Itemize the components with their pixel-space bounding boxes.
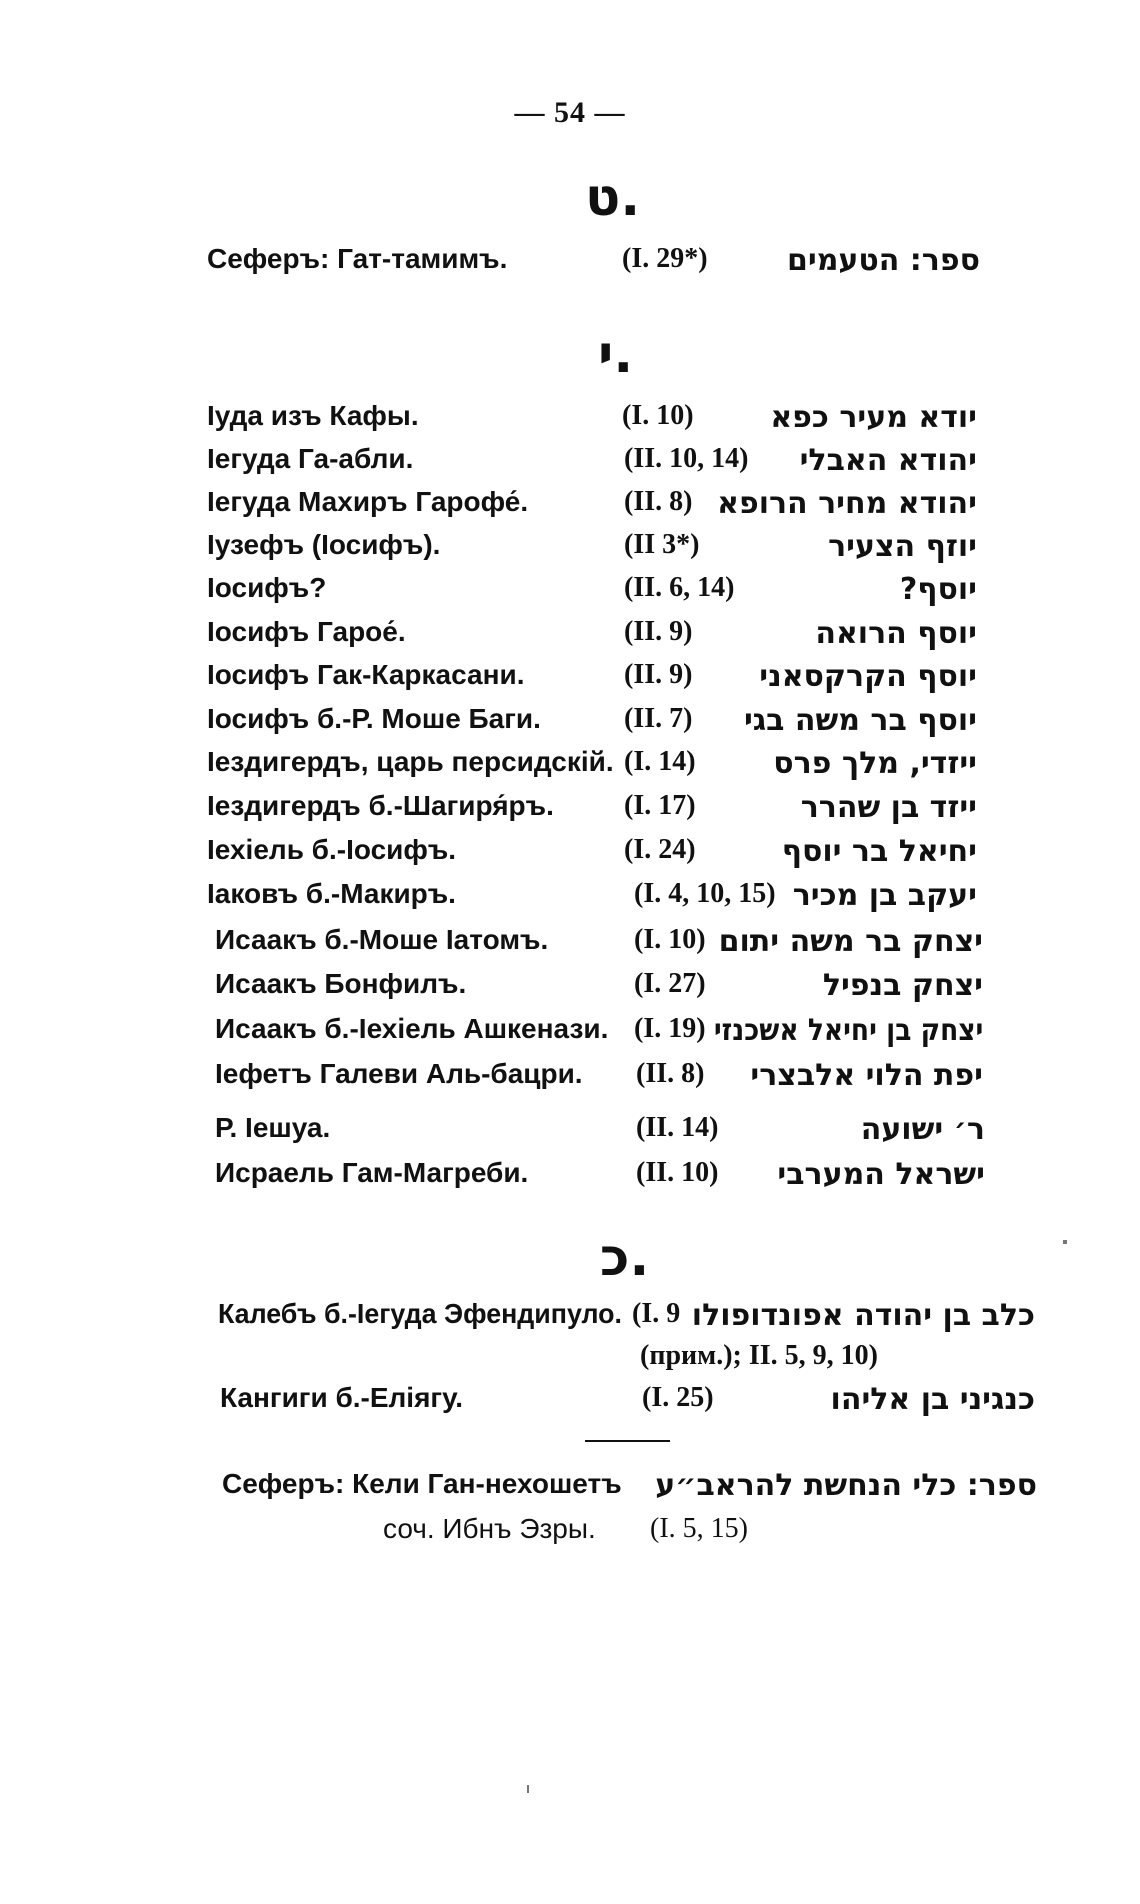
index-entry <box>0 1013 1140 1057</box>
entry-russian: Исаакъ Бонфилъ. <box>215 968 467 999</box>
entry-hebrew: יודא מעיר כפא <box>770 400 977 435</box>
entry-hebrew: יהודא האבלי <box>799 443 977 478</box>
entry-reference: (II. 14) <box>636 1112 719 1143</box>
entry-russian: Исаакъ б.-Моше Іатомъ. <box>215 924 549 955</box>
entry-reference: (II. 10) <box>636 1157 719 1188</box>
entry-reference: (II. 9) <box>624 616 693 647</box>
scan-speck <box>1063 1240 1067 1244</box>
entry-russian: Іегуда Га-абли. <box>207 443 414 474</box>
index-entry <box>0 400 1140 444</box>
section-divider <box>585 1440 670 1442</box>
entry-russian: Іосифъ б.-Р. Моше Баги. <box>207 703 541 734</box>
entry-reference: (II. 10, 14) <box>624 443 749 474</box>
entry-hebrew: יצחק בנפיל <box>822 968 983 1003</box>
entry-hebrew: ייזד בן שהרר <box>800 790 977 825</box>
index-entry <box>0 703 1140 747</box>
section-heading-tet: ט. <box>585 168 641 228</box>
entry-hebrew: כלב בן יהודה אפונדופולו <box>691 1298 1035 1333</box>
entry-reference: (I. 19) <box>634 1013 706 1044</box>
entry-hebrew: ישראל המערבי <box>777 1157 985 1192</box>
entry-hebrew: יצחק בר משה יתום <box>718 924 983 959</box>
index-entry <box>0 1382 1140 1426</box>
index-entry <box>0 968 1140 1012</box>
entry-russian: Р. Іешуа. <box>215 1112 331 1143</box>
index-entry <box>0 443 1140 487</box>
entry-hebrew: יוזף הצעיר <box>828 529 977 564</box>
index-entry <box>0 1157 1140 1201</box>
entry-reference: (I. 29*) <box>622 243 708 274</box>
entry-reference-continued: (прим.); II. 5, 9, 10) <box>640 1340 878 1371</box>
entry-reference: (I. 4, 10, 15) <box>634 878 776 909</box>
index-entry <box>0 659 1140 703</box>
index-entry <box>0 924 1140 968</box>
entry-hebrew: יוסף הקרקסאני <box>759 659 977 694</box>
entry-russian: Іездигердъ, царь персидскій. <box>207 746 614 777</box>
entry-russian: Іехіель б.-Іосифъ. <box>207 834 457 865</box>
index-entry <box>0 243 1140 287</box>
entry-reference: (I. 10) <box>622 400 694 431</box>
entry-hebrew: יצחק בן יחיאל אשכנזי <box>713 1013 983 1048</box>
entry-reference: (I. 9 <box>632 1298 681 1329</box>
sefer-note-author: соч. Ибнъ Эзры. <box>383 1513 596 1544</box>
sefer-note-continuation <box>0 1513 1140 1557</box>
entry-hebrew: יוסף? <box>899 572 977 607</box>
entry-russian: Іефетъ Галеви Аль-бацри. <box>215 1058 583 1089</box>
entry-russian: Іузефъ (Іосифъ). <box>207 529 441 560</box>
index-entry <box>0 878 1140 922</box>
entry-hebrew: יחיאל בר יוסף <box>781 834 977 869</box>
index-entry <box>0 790 1140 834</box>
entry-russian: Іосифъ? <box>207 572 327 603</box>
index-entry <box>0 616 1140 660</box>
entry-russian: Исаакъ б.-Іехіель Ашкенази. <box>215 1013 609 1044</box>
entry-hebrew: יפת הלוי אלבצרי <box>750 1058 983 1093</box>
entry-russian: Калебъ б.-Іегуда Эфендипуло. <box>218 1298 622 1329</box>
index-entry <box>0 486 1140 530</box>
entry-hebrew: יוסף בר משה בגי <box>743 703 977 738</box>
entry-reference: (II. 7) <box>624 703 693 734</box>
entry-hebrew: ספר: הטעמים <box>786 243 980 278</box>
entry-russian: Іаковъ б.-Макиръ. <box>207 878 456 909</box>
entry-hebrew: כנגיני בן אליהו <box>830 1382 1035 1417</box>
index-entry <box>0 834 1140 878</box>
section-heading-yod: י. <box>598 325 634 385</box>
entry-hebrew: יוסף הרואה <box>815 616 977 651</box>
entry-reference: (II. 9) <box>624 659 693 690</box>
section-heading-kaf: כ. <box>600 1228 650 1288</box>
index-entry <box>0 1112 1140 1156</box>
entry-reference: (II. 8) <box>636 1058 705 1089</box>
page-number: — 54 — <box>514 96 626 129</box>
entry-russian: Іуда изъ Кафы. <box>207 400 419 431</box>
entry-reference: (II. 8) <box>624 486 693 517</box>
entry-russian: Сеферъ: Гат-тамимъ. <box>207 243 508 274</box>
index-entry <box>0 572 1140 616</box>
entry-reference: (I. 24) <box>624 834 696 865</box>
entry-reference: (I. 14) <box>624 746 696 777</box>
index-entry <box>0 1058 1140 1102</box>
entry-reference: (I. 25) <box>642 1382 714 1413</box>
scan-speck <box>527 1785 529 1793</box>
entry-hebrew: ייזדי, מלך פרס <box>773 746 977 781</box>
entry-reference: (I. 10) <box>634 924 706 955</box>
entry-reference: (II. 6, 14) <box>624 572 735 603</box>
entry-russian: Іегуда Махиръ Гарофе́. <box>207 486 529 517</box>
entry-russian: Іосифъ Гак-Каркасани. <box>207 659 525 690</box>
sefer-note-russian: Сеферъ: Кели Ган-нехошетъ <box>222 1468 622 1499</box>
index-entry <box>0 746 1140 790</box>
entry-russian: Кангиги б.-Еліягу. <box>220 1382 463 1413</box>
entry-continuation <box>0 1340 1140 1384</box>
entry-russian: Исраель Гам-Магреби. <box>215 1157 529 1188</box>
entry-hebrew: יעקב בן מכיר <box>792 878 977 913</box>
entry-russian: Іосифъ Гарое́. <box>207 616 406 647</box>
entry-russian: Іездигердъ б.-Шагиря́ръ. <box>207 790 554 821</box>
entry-reference: (I. 27) <box>634 968 706 999</box>
index-entry <box>0 1298 1140 1342</box>
sefer-note <box>0 1468 1140 1512</box>
sefer-note-reference: (I. 5, 15) <box>650 1513 748 1544</box>
entry-reference: (II 3*) <box>624 529 700 560</box>
index-entry <box>0 529 1140 573</box>
entry-reference: (I. 17) <box>624 790 696 821</box>
entry-hebrew: יהודא מחיר הרופא <box>717 486 977 521</box>
sefer-note-hebrew: ספר: כלי הנחשת להראב״ע <box>655 1468 1037 1503</box>
entry-hebrew: ר׳ ישועה <box>860 1112 985 1147</box>
